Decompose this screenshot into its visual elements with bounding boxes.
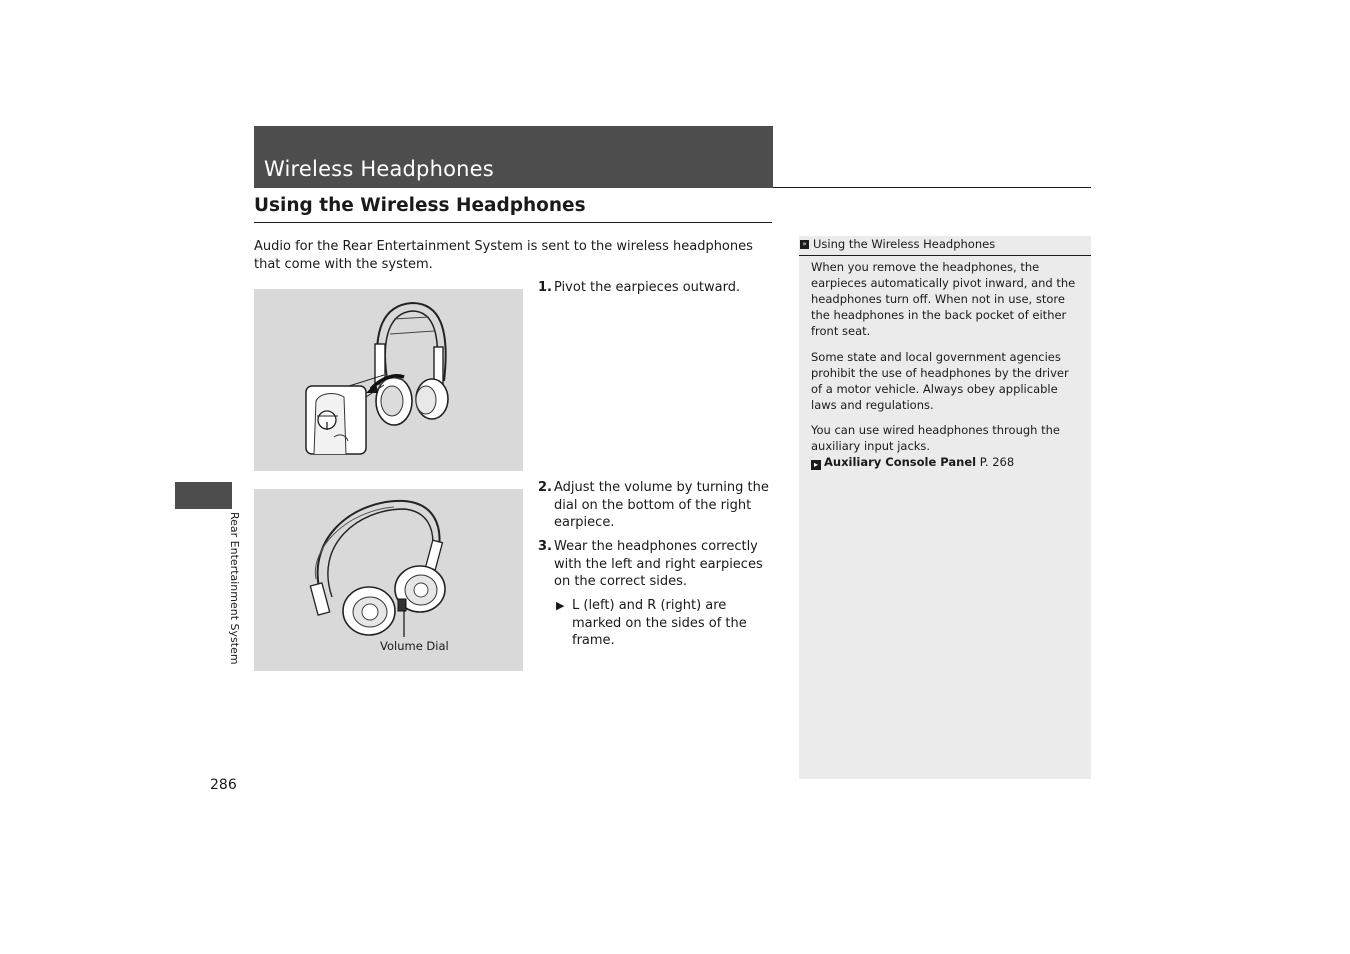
volume-dial-callout: Volume Dial (380, 639, 449, 653)
cross-reference-link[interactable] (811, 454, 1014, 470)
step-text: Wear the headphones correctly with the left and right earpieces on the correct sides. (554, 539, 763, 589)
title-rule (773, 187, 1091, 188)
sidebar-heading-text: Using the Wireless Headphones (813, 237, 996, 251)
step-2 (538, 479, 772, 533)
step-text: Pivot the earpieces outward. (554, 280, 741, 295)
reference-arrow-icon: ▸ (811, 460, 821, 470)
chapter-title: Wireless Headphones (264, 157, 494, 181)
cross-reference-page: P. 268 (979, 455, 1015, 469)
step-number: 3. (538, 539, 552, 554)
side-chapter-label: Rear Entertainment System (228, 512, 241, 665)
step-1 (538, 279, 772, 299)
sidebar-notes-panel (799, 236, 1091, 779)
intro-paragraph: Audio for the Rear Entertainment System is sent to the wireless headphones that come with the system. (254, 239, 753, 272)
chapter-title-bar (254, 126, 773, 188)
sidebar-note: When you remove the headphones, the earpieces automatically pivot inward, and the headphones turn off. When not in use, store the headphones in the back pocket of either front seat. (811, 260, 1076, 338)
triangle-bullet-icon: ▶ (556, 599, 565, 612)
step-text: Adjust the volume by turning the dial on the bottom of the right earpiece. (554, 480, 769, 530)
step-number: 2. (538, 480, 552, 495)
chapter-thumb-tab (175, 482, 232, 509)
step-number: 1. (538, 280, 552, 295)
page-number: 286 (210, 777, 237, 793)
section-title: Using the Wireless Headphones (254, 195, 772, 223)
sidebar-note: Some state and local government agencies prohibit the use of headphones by the driver of a motor vehicle. Always obey applicable laws and regulations. (811, 350, 1069, 412)
figure-pivot-earpieces (254, 289, 523, 471)
cross-reference-title: Auxiliary Console Panel (824, 455, 977, 469)
sidebar-heading (799, 236, 1091, 256)
step-3 (538, 538, 772, 592)
substep-text: L (left) and R (right) are marked on the sides of the frame. (572, 598, 747, 648)
sidebar-note: You can use wired headphones through the auxiliary input jacks. (811, 423, 1060, 453)
double-chevron-icon: » (800, 240, 809, 249)
headphones-pivot-illustration (254, 289, 523, 471)
figure-volume-dial (254, 489, 523, 671)
